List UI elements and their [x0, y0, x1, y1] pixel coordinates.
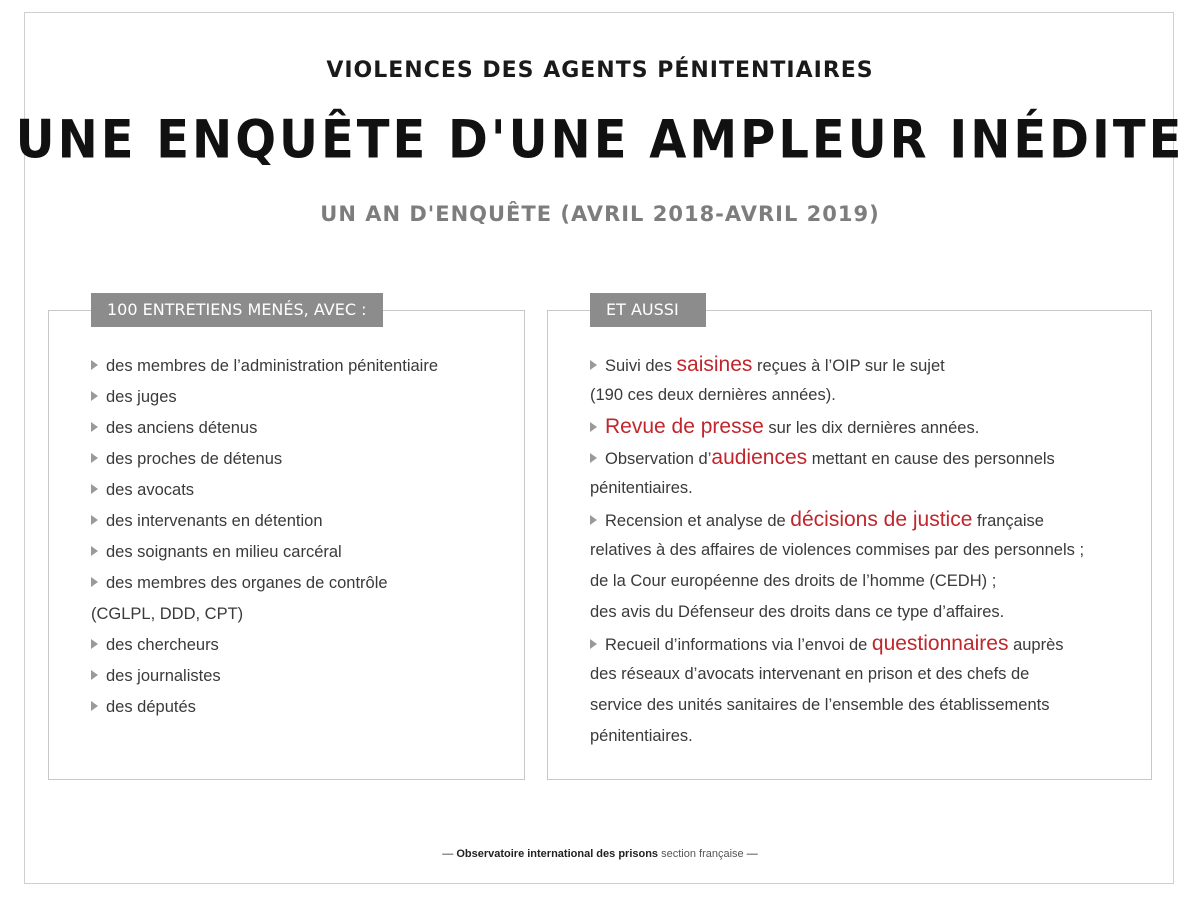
chevron-right-icon: [91, 453, 98, 463]
footer-org: Observatoire international des prisons: [456, 848, 659, 860]
list-item: des journalistes: [91, 661, 438, 692]
list-item: Suivi des saisines reçues à l’OIP sur le sujet: [590, 349, 1084, 380]
chevron-right-icon: [91, 391, 98, 401]
chevron-right-icon: [91, 701, 98, 711]
footer-section: section française: [658, 848, 744, 860]
interviews-panel: [48, 300, 525, 780]
chevron-right-icon: [590, 515, 597, 525]
list-item: des chercheurs: [91, 630, 438, 661]
list-item: des avocats: [91, 475, 438, 506]
chevron-right-icon: [91, 422, 98, 432]
highlight-text: Revue de presse: [605, 415, 764, 438]
chevron-right-icon: [590, 453, 597, 463]
chevron-right-icon: [91, 577, 98, 587]
list-item-continuation: pénitentiaires.: [590, 727, 693, 745]
highlight-text: questionnaires: [871, 632, 1009, 655]
chevron-right-icon: [91, 670, 98, 680]
list-item-continuation: (190 ces deux dernières années).: [590, 386, 836, 404]
list-item-continuation: des avis du Défenseur des droits dans ce type d’affaires.: [590, 603, 1005, 621]
chevron-right-icon: [91, 639, 98, 649]
interviews-panel-label: 100 ENTRETIENS MENÉS, AVEC :: [91, 293, 383, 327]
chevron-right-icon: [91, 546, 98, 556]
list-item-continuation: (CGLPL, DDD, CPT): [91, 605, 244, 623]
also-panel: [547, 300, 1152, 780]
list-item: des proches de détenus: [91, 444, 438, 475]
chevron-right-icon: [91, 360, 98, 370]
chevron-right-icon: [91, 484, 98, 494]
list-item-continuation: service des unités sanitaires de l’ensemble des établissements: [590, 696, 1050, 714]
highlight-text: saisines: [676, 353, 753, 376]
list-item: Observation d’audiences mettant en cause des personnels: [590, 442, 1084, 473]
list-item: Recueil d’informations via l’envoi de questionnaires auprès: [590, 628, 1084, 659]
list-item: des juges: [91, 382, 438, 413]
list-item: des intervenants en détention: [91, 506, 438, 537]
footer-credit: — Observatoire international des prisons section française —: [442, 848, 758, 860]
highlight-text: audiences: [711, 446, 808, 469]
chevron-right-icon: [590, 360, 597, 370]
list-item-continuation: pénitentiaires.: [590, 479, 693, 497]
highlight-text: décisions de justice: [790, 508, 973, 531]
chevron-right-icon: [91, 515, 98, 525]
headline: UNE ENQUÊTE D'UNE AMPLEUR INÉDITE: [15, 109, 1185, 171]
list-item-continuation: des réseaux d’avocats intervenant en prison et des chefs de: [590, 665, 1030, 683]
list-item: des soignants en milieu carcéral: [91, 537, 438, 568]
list-item-continuation: de la Cour européenne des droits de l’homme (CEDH) ;: [590, 572, 997, 590]
list-item: Recension et analyse de décisions de justice française: [590, 504, 1084, 535]
list-item: Revue de presse sur les dix dernières années.: [590, 411, 1084, 442]
chevron-right-icon: [590, 639, 597, 649]
also-panel-label: ET AUSSI: [590, 293, 706, 327]
chevron-right-icon: [590, 422, 597, 432]
list-item: des membres des organes de contrôle: [91, 568, 438, 599]
also-list: [590, 349, 1084, 752]
list-item: des membres de l’administration pénitentiaire: [91, 351, 438, 382]
list-item-continuation: relatives à des affaires de violences commises par des personnels ;: [590, 541, 1085, 559]
list-item: des députés: [91, 692, 438, 723]
subtitle: UN AN D'ENQUÊTE (AVRIL 2018-AVRIL 2019): [320, 202, 880, 226]
interviews-list: [91, 351, 438, 723]
list-item: des anciens détenus: [91, 413, 438, 444]
kicker-title: VIOLENCES DES AGENTS PÉNITENTIAIRES: [326, 58, 874, 83]
